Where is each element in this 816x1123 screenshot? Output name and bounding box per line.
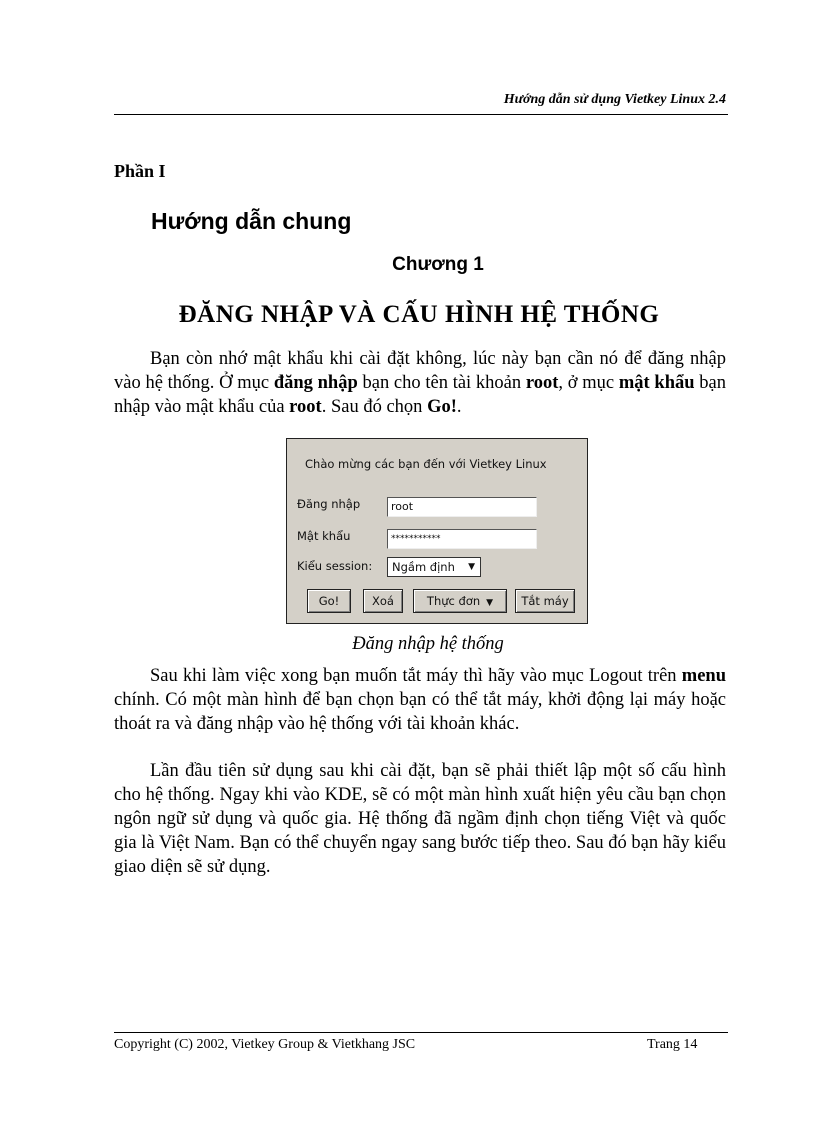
dialog-title: Chào mừng các bạn đến với Vietkey Linux — [305, 457, 547, 471]
session-select-value: Ngầm định — [392, 560, 455, 574]
go-button[interactable]: Go! — [307, 589, 351, 613]
footer-page-number: Trang 14 — [647, 1037, 698, 1052]
menu-button-label: Thực đơn — [426, 594, 481, 608]
paragraph-login-intro: Bạn còn nhớ mật khẩu khi cài đặt không, lúc này bạn cần nó để đăng nhập vào hệ thống. Ở mục đăng nhập bạn cho tên tài khoản root, ở mục mật khẩu bạn nhập vào mật khẩu của root. Sau đó chọn Go!. — [114, 349, 726, 417]
password-input[interactable]: *********** — [387, 529, 537, 549]
footer-copyright: Copyright (C) 2002, Vietkey Group & Vietkhang JSC — [114, 1037, 416, 1052]
chevron-down-icon: ▼ — [468, 562, 475, 572]
paragraph-first-setup: Lần đầu tiên sử dụng sau khi cài đặt, bạn sẽ phải thiết lập một số cấu hình cho hệ thống. Ngay khi vào KDE, sẽ có một màn hình xuất hiện yêu cầu bạn chọn ngôn ngữ sử dụng và quốc gia. Hệ thống đã ngầm định chọn tiếng Việt và quốc gia là Việt Nam. Bạn có thể chuyển ngay sang bước tiếp theo. Sau đó bạn hãy kiểu giao diện sẽ sử dụng. — [114, 761, 726, 877]
part-label: Phần I — [114, 161, 166, 181]
running-header: Hướng dẫn sử dụng Vietkey Linux 2.4 — [503, 92, 726, 107]
login-input[interactable]: root — [387, 497, 537, 517]
session-label: Kiểu session: — [297, 559, 373, 573]
footer-rule — [114, 1032, 728, 1033]
chevron-down-icon: ▼ — [486, 598, 494, 608]
login-label: Đăng nhập — [297, 497, 361, 511]
chapter-label: Chương 1 — [392, 254, 484, 275]
password-label: Mật khẩu — [297, 529, 351, 543]
chapter-title: ĐĂNG NHẬP VÀ CẤU HÌNH HỆ THỐNG — [178, 301, 660, 328]
paragraph-logout: Sau khi làm việc xong bạn muốn tắt máy thì hãy vào mục Logout trên menu chính. Có một màn hình để bạn chọn bạn có thể tắt máy, khởi động lại máy hoặc thoát ra và đăng nhập vào hệ thống với tài khoản khác. — [114, 666, 726, 734]
clear-button[interactable]: Xoá — [363, 589, 403, 613]
header-rule — [114, 114, 728, 115]
figure-caption: Đăng nhập hệ thống — [352, 634, 504, 654]
section-title: Hướng dẫn chung — [151, 208, 352, 234]
shutdown-button[interactable]: Tắt máy — [515, 589, 575, 613]
menu-button[interactable] — [413, 589, 507, 613]
session-select[interactable] — [387, 557, 481, 577]
login-dialog-figure — [286, 438, 588, 624]
